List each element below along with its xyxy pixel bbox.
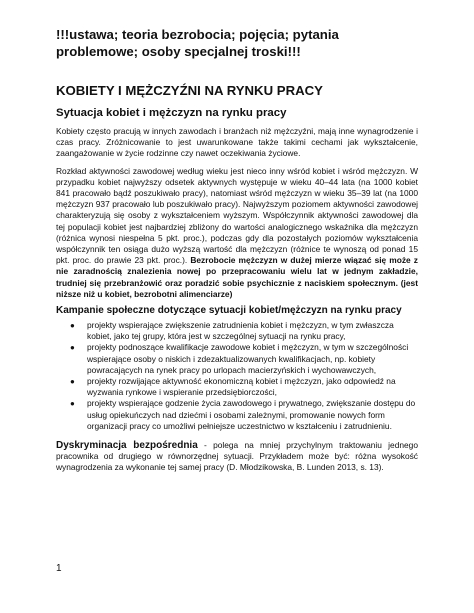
bullet-icon: ● [70, 377, 75, 387]
paragraph-2 [56, 166, 418, 300]
discrimination-definition: - polega na mniej przychylnym traktowaniu jednego pracownika od drugiego w równorzędnej sytuacji. Przykładem może być: różna wysokość wynagrodzenia za wykonanie tej samej pracy (D. Młodzikowska, B. Lunden 2013, s. 13). [56, 440, 418, 473]
top-note: !!!ustawa; teoria bezrobocia; pojęcia; pytania problemowe; osoby specjalnej troski!!! [56, 27, 339, 59]
list-item [56, 376, 418, 398]
paragraph-1: Kobiety często pracują w innych zawodach i branżach niż mężczyźni, mają inne wynagrodzenie i czas pracy. Zróżnicowanie to jest uwarunkowane także takimi cechami jak wykształcenie, zaangażowanie w życie rodzinne czy nawet oczekiwania życiowe. [56, 126, 418, 159]
list-item [56, 398, 418, 432]
discrimination-term: Dyskryminacja bezpośrednia [56, 440, 198, 452]
campaign-title: Kampanie społeczne dotyczące sytuacji kobiet/mężczyzn na rynku pracy [56, 305, 402, 317]
bullet-icon: ● [70, 399, 75, 409]
list-item-text: projekty wspierające zwiększenie zatrudnienia kobiet i mężczyzn, w tym zwłaszcza kobiet, jako tej grupy, która jest w szczególnej sytuacji na rynku pracy, [87, 320, 394, 342]
section-title: KOBIETY I MĘŻCZYŹNI NA RYNKU PRACY [56, 83, 323, 98]
campaign-list [56, 320, 418, 432]
list-item-text: projekty rozwijające aktywność ekonomiczną kobiet i mężczyzn, jako odpowiedź na wyzwania rynkowe i wspieranie przedsiębiorczości, [87, 376, 396, 398]
list-item-text: projekty podnoszące kwalifikacje zawodowe kobiet i mężczyzn, w tym w szczególności wspierające osoby o niskich i zdezaktualizowanych kwalifikacjach, np. kobiety powracających na rynek pracy po urlopach macierzyńskich i wychowawczych, [87, 342, 409, 375]
paragraph-2-bold: Bezrobocie mężczyzn w dużej mierze wiązać się może z nie zaradnością znalezienia nowej po przepracowaniu wielu lat w jednym zakładzie, trudniej się przebranżowić oraz poradzić sobie psychicznie z naciskiem społecznym. (jest niższe niż u kobiet, bezrobotni alimenciarze) [56, 255, 418, 299]
list-item-text: projekty wspierające godzenie życia zawodowego i prywatnego, zwiększanie dostępu do usług opiekuńczych nad dziećmi i osobami zależnymi, promowanie nowych form organizacji pracy co umożliwi pełniejsze uczestnictwo w kształceniu i zatrudnieniu. [87, 398, 416, 431]
bullet-icon: ● [70, 343, 75, 353]
paragraph-2-text: Rozkład aktywności zawodowej według wieku jest nieco inny wśród kobiet i wśród mężczyzn. W przypadku kobiet najwyższy odsetek aktywnych występuje w wieku 40–44 lata (na 1000 kobiet 841 pracowało bądź poszukiwało pracy), natomiast wśród mężczyzn w wieku 35–39 lat (na 1000 mężczyzn 937 pracowało lub poszukiwało pracy). Najwyższym poziomem aktywności zawodowej charakteryzują się osoby z wykształceniem wyższym. Współczynnik aktywności zawodowej dla tej populacji kobiet jest najbardziej zbliżony do wartości analogicznego wskaźnika dla mężczyzn (różnica wynosi niespełna 5 pkt. proc.), podczas gdy dla pozostałych poziomów wykształcenia współczynnik ten osiąga dużo wyższą wartość dla mężczyzn (różnice te wynoszą od ponad 15 pkt. proc. do prawie 23 pkt. proc.). [56, 165, 418, 266]
list-item [56, 342, 418, 376]
subsection-title: Sytuacja kobiet i mężczyzn na rynku pracy [56, 107, 287, 119]
bullet-icon: ● [70, 321, 75, 331]
page-number: 1 [56, 563, 62, 574]
list-item [56, 320, 418, 342]
discrimination-paragraph [56, 440, 418, 474]
